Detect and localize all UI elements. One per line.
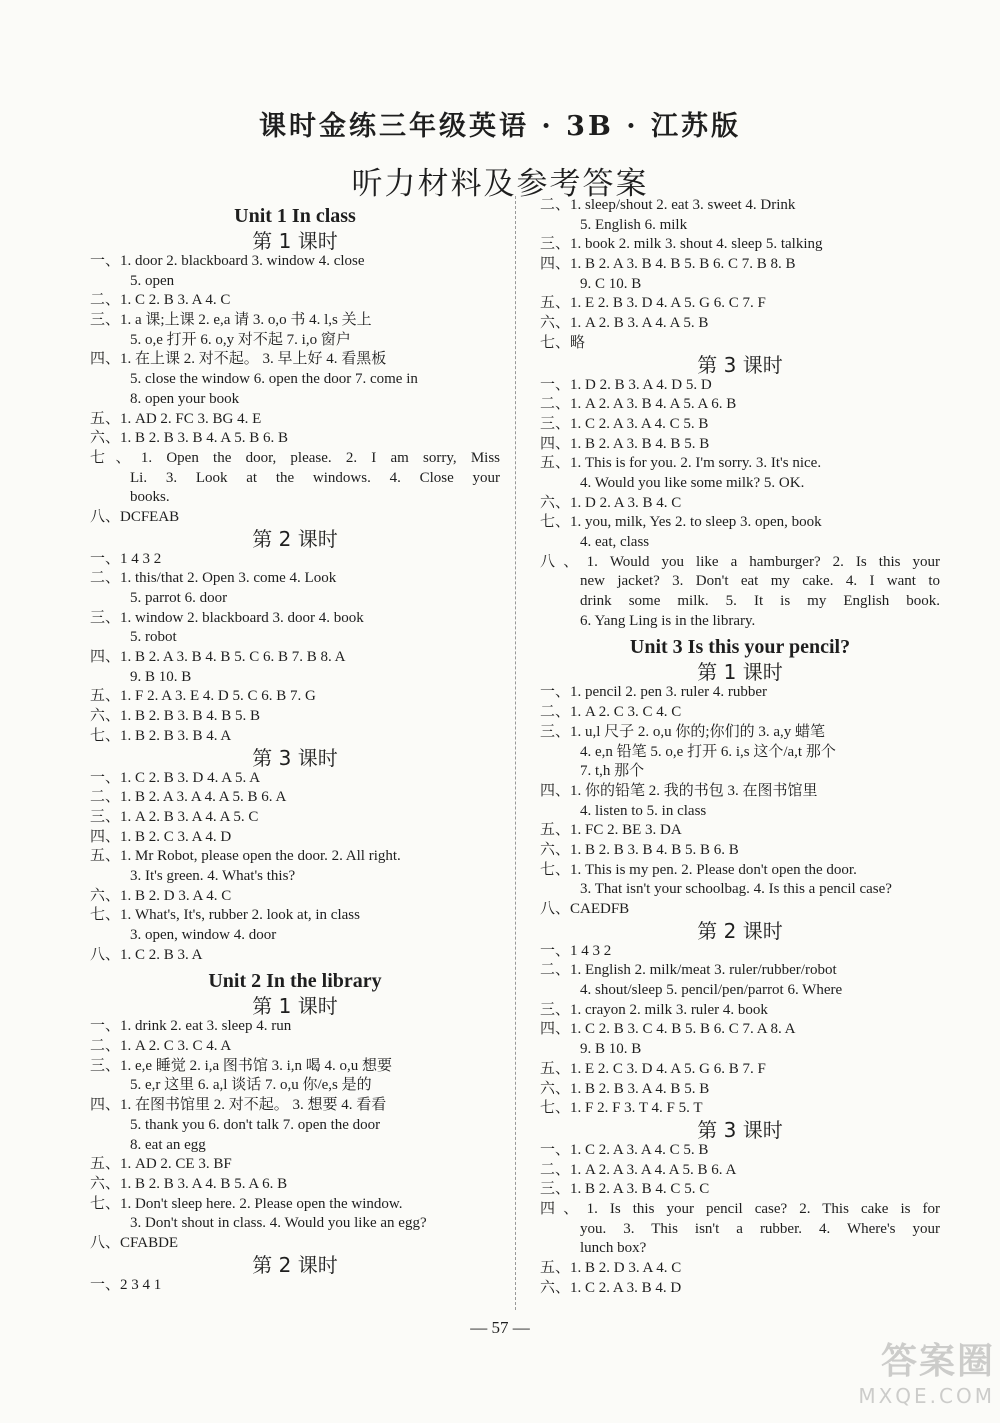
answer-line: 9. B 10. B (130, 668, 192, 685)
answer-line: 5. parrot 6. door (130, 590, 228, 606)
right-column (540, 196, 940, 1298)
answer-line: 二、1. C 2. B 3. A 4. C (90, 292, 231, 309)
answer-line: 三、1. B 2. A 3. B 4. C 5. C (540, 1181, 710, 1198)
answer-line: 4. Would you like some milk? 5. OK. (580, 474, 805, 491)
answer-line: 4. shout/sleep 5. pencil/pen/parrot 6. Where (580, 982, 843, 999)
answer-line: 三、1. window 2. blackboard 3. door 4. book (90, 609, 364, 626)
unit-heading: Unit 1 In class (234, 205, 356, 227)
answer-line: Li. 3. Look at the windows. 4. Close your (130, 469, 500, 486)
answer-line: 七、1. F 2. F 3. T 4. F 5. T (540, 1100, 703, 1117)
answer-line: 6. Yang Ling is in the library. (580, 612, 756, 629)
answer-line: 六、1. A 2. B 3. A 4. A 5. B (540, 315, 709, 332)
lesson-heading: 第 1 课时 (697, 660, 783, 685)
answer-line: 二、1. B 2. A 3. A 4. A 5. B 6. A (90, 789, 287, 806)
watermark-url: MXQE.COM (858, 1384, 995, 1408)
answer-line: you. 3. This isn't a rubber. 4. Where's your (580, 1220, 940, 1237)
answer-line: 5. open (130, 272, 175, 289)
answer-line: 七、1. What's, It's, rubber 2. look at, in class (90, 907, 360, 924)
lesson-heading: 第 2 课时 (252, 526, 338, 551)
answer-line: 一、1 4 3 2 (90, 550, 162, 567)
answer-line: 5. o,e 打开 6. o,y 对不起 7. i,o 窗户 (130, 331, 351, 348)
watermark-logo (795, 1340, 995, 1420)
answer-line: 8. open your book (130, 390, 240, 407)
answer-line: 六、1. D 2. A 3. B 4. C (540, 494, 682, 511)
answer-line: 七、1. Don't sleep here. 2. Please open the window. (90, 1195, 403, 1212)
answer-line: 六、1. C 2. A 3. B 4. D (540, 1279, 682, 1296)
answer-line: 五、1. This is for you. 2. I'm sorry. 3. It's nice. (540, 455, 822, 472)
page-number: — 57 — (470, 1318, 530, 1337)
answer-line: 四、1. B 2. A 3. B 4. B 5. B 6. C 7. B 8. B (540, 256, 796, 273)
answer-line: 五、1. B 2. D 3. A 4. C (540, 1260, 682, 1276)
answer-line: 一、2 3 4 1 (90, 1276, 162, 1293)
answer-line: 3. open, window 4. door (130, 927, 277, 943)
answer-line: 四、1. 在图书馆里 2. 对不起。 3. 想要 4. 看看 (90, 1097, 387, 1114)
answer-line: 9. C 10. B (580, 275, 642, 292)
answer-line: 六、1. B 2. B 3. A 4. B 5. B (540, 1080, 710, 1097)
answer-line: 4. e,n 铅笔 5. o,e 打开 6. i,s 这个/a,t 那个 (580, 743, 836, 760)
answer-line: 5. e,r 这里 6. a,l 谈话 7. o,u 你/e,s 是的 (130, 1077, 372, 1094)
answer-line: 三、1. A 2. B 3. A 4. A 5. C (90, 808, 259, 825)
answer-line: 八、CAEDFB (540, 901, 630, 917)
lesson-heading: 第 1 课时 (252, 994, 338, 1019)
answer-line: 一、1. D 2. B 3. A 4. D 5. D (540, 376, 712, 393)
answer-line: 二、1. this/that 2. Open 3. come 4. Look (90, 570, 337, 587)
answer-line: 4. eat, class (580, 534, 650, 550)
left-column (90, 200, 500, 1295)
answer-line: 五、1. FC 2. BE 3. DA (540, 822, 682, 839)
answer-line: 7. t,h 那个 (580, 763, 645, 780)
answer-line: 八、1. C 2. B 3. A (90, 946, 203, 963)
answer-line: 三、1. crayon 2. milk 3. ruler 4. book (540, 1001, 768, 1018)
answer-line: 5. close the window 6. open the door 7. come in (130, 371, 418, 388)
answer-line: 3. That isn't your schoolbag. 4. Is this a pencil case? (580, 881, 892, 898)
answer-line: 5. robot (130, 629, 177, 646)
answer-line: 四、1. 你的铅笔 2. 我的书包 3. 在图书馆里 (540, 782, 818, 799)
answer-line: 一、1. pencil 2. pen 3. ruler 4. rubber (540, 684, 768, 701)
answer-line: 9. B 10. B (580, 1041, 642, 1058)
answer-line: 3. It's green. 4. What's this? (130, 867, 296, 884)
answer-line: 二、1. sleep/shout 2. eat 3. sweet 4. Drink (540, 197, 796, 213)
answer-line: 六、1. B 2. B 3. B 4. A 5. B 6. B (90, 430, 288, 447)
answer-line: 六、1. B 2. D 3. A 4. C (90, 887, 232, 904)
answer-line: 五、1. E 2. C 3. D 4. A 5. G 6. B 7. F (540, 1060, 766, 1077)
answer-line: 三、1. u,l 尺子 2. o,u 你的;你们的 3. a,y 蜡笔 (540, 723, 825, 740)
answer-line: 四、1. B 2. A 3. B 4. B 5. C 6. B 7. B 8. A (90, 649, 346, 666)
answer-line: 三、1. e,e 睡觉 2. i,a 图书馆 3. i,n 喝 4. o,u 想要 (90, 1057, 393, 1074)
answer-line: 三、1. a 课;上课 2. e,a 请 3. o,o 书 4. l,s 关上 (90, 312, 372, 329)
answer-line: new jacket? 3. Don't eat my cake. 4. I want to (580, 573, 940, 590)
answer-line: 三、1. C 2. A 3. A 4. C 5. B (540, 415, 709, 432)
answer-line: 8. eat an egg (130, 1136, 206, 1153)
answer-line: 二、1. A 2. C 3. C 4. A (90, 1038, 232, 1055)
lesson-heading: 第 3 课时 (697, 352, 783, 377)
answer-line: 5. English 6. milk (580, 216, 688, 233)
answer-line: 八、DCFEAB (90, 508, 180, 525)
answer-line: 四、1. B 2. A 3. B 4. B 5. B (540, 435, 710, 452)
answer-line: 七、1. Open the door, please. 2. I am sorry, Miss (90, 449, 500, 466)
answer-line: 五、1. F 2. A 3. E 4. D 5. C 6. B 7. G (90, 688, 316, 705)
answer-line: 四、1. Is this your pencil case? 2. This cake is for (540, 1200, 940, 1217)
answer-line: 六、1. B 2. B 3. B 4. B 5. B 6. B (540, 841, 739, 858)
answer-line: 五、1. AD 2. CE 3. BF (90, 1156, 232, 1173)
answer-line: 二、1. A 2. A 3. A 4. A 5. B 6. A (540, 1161, 737, 1178)
watermark-text: 答案圈 (880, 1341, 995, 1382)
lesson-heading: 第 3 课时 (697, 1117, 783, 1142)
lesson-heading: 第 3 课时 (252, 745, 338, 770)
answer-line: 四、1. 在上课 2. 对不起。 3. 早上好 4. 看黑板 (90, 351, 387, 368)
answer-line: 四、1. C 2. B 3. C 4. B 5. B 6. C 7. A 8. A (540, 1021, 796, 1038)
answer-line: 七、1. B 2. B 3. B 4. A (90, 727, 232, 744)
answer-line: 四、1. B 2. C 3. A 4. D (90, 828, 232, 845)
answer-line: 一、1 4 3 2 (540, 942, 612, 959)
answer-line: 二、1. English 2. milk/meat 3. ruler/rubber/robot (540, 962, 837, 979)
answer-line: 二、1. A 2. A 3. B 4. A 5. A 6. B (540, 396, 737, 413)
answer-line: 六、1. B 2. B 3. A 4. B 5. A 6. B (90, 1175, 288, 1192)
answer-line: 八、CFABDE (90, 1234, 179, 1251)
section-title: 听力材料及参考答案 (351, 166, 649, 202)
answer-line: 一、1. C 2. B 3. D 4. A 5. A (90, 769, 261, 786)
answer-line: 七、1. you, milk, Yes 2. to sleep 3. open, book (540, 514, 822, 531)
answer-line: 七、1. This is my pen. 2. Please don't open the door. (540, 861, 857, 878)
lesson-heading: 第 1 课时 (252, 229, 338, 253)
answer-line: 5. thank you 6. don't talk 7. open the door (130, 1116, 381, 1133)
book-title: 课时金练三年级英语 · 3B · 江苏版 (258, 111, 741, 142)
unit-heading: Unit 2 In the library (208, 970, 382, 993)
answer-line: 4. listen to 5. in class (580, 802, 707, 819)
answer-line: 一、1. door 2. blackboard 3. window 4. close (90, 253, 365, 269)
unit-heading: Unit 3 Is this your pencil? (629, 636, 851, 659)
lesson-heading: 第 2 课时 (252, 1252, 338, 1277)
answer-line: lunch box? (580, 1240, 647, 1257)
answer-line: 五、1. Mr Robot, please open the door. 2. All right. (90, 848, 401, 865)
answer-line: 五、1. AD 2. FC 3. BG 4. E (90, 410, 262, 427)
answer-line: 一、1. C 2. A 3. A 4. C 5. B (540, 1141, 709, 1158)
lesson-heading: 第 2 课时 (697, 918, 783, 943)
answer-line: 二、1. A 2. C 3. C 4. C (540, 704, 682, 721)
answer-line: 五、1. E 2. B 3. D 4. A 5. G 6. C 7. F (540, 295, 766, 312)
answer-line: 3. Don't shout in class. 4. Would you like an egg? (130, 1215, 427, 1232)
answer-line: 六、1. B 2. B 3. B 4. B 5. B (90, 708, 261, 725)
answer-line: 一、1. drink 2. eat 3. sleep 4. run (90, 1018, 292, 1035)
answer-line: 三、1. book 2. milk 3. shout 4. sleep 5. talking (540, 236, 823, 253)
column-divider (515, 196, 516, 1310)
answer-line: drink some milk. 5. It is my English book. (580, 593, 940, 610)
answer-line: 七、略 (540, 334, 586, 351)
answer-line: 八、1. Would you like a hamburger? 2. Is this your (540, 553, 940, 570)
answer-line: books. (130, 489, 170, 506)
